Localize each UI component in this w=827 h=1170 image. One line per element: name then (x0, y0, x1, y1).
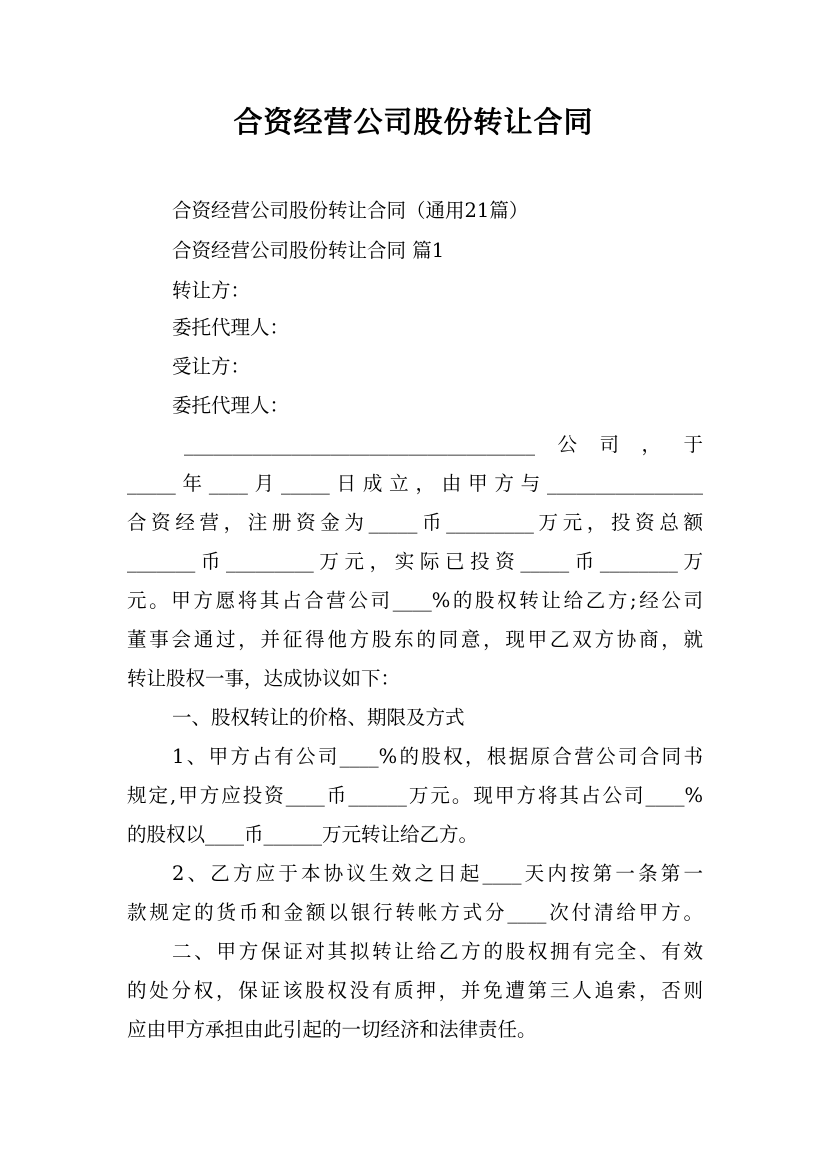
text-line: _____年____月_____日成立，由甲方与________________ (127, 472, 703, 495)
document-title: 合资经营公司股份转让合同 (233, 105, 594, 139)
text-line: 委托代理人： (172, 394, 290, 417)
text-line: 2、乙方应于本协议生效之日起____天内按第一条第一 (172, 862, 703, 885)
text-line: 合资经营，注册资金为_____币_________万元，投资总额 (127, 511, 703, 534)
text-line: 的股权以____币______万元转让给乙方。 (127, 823, 479, 846)
text-line: 的处分权，保证该股权没有质押，并免遭第三人追索，否则 (127, 979, 703, 1002)
text-line: 元。甲方愿将其占合营公司____%的股权转让给乙方;经公司 (127, 589, 703, 612)
text-line: 二、甲方保证对其拟转让给乙方的股权拥有完全、有效 (172, 940, 703, 963)
text-line: 董事会通过，并征得他方股东的同意，现甲乙双方协商，就 (127, 628, 703, 651)
text-line: 委托代理人： (172, 316, 290, 339)
text-line: 规定,甲方应投资____币______万元。现甲方将其占公司____% (127, 784, 703, 807)
text-line: 转让方： (172, 279, 251, 302)
text-line: 合资经营公司股份转让合同（通用21篇） (172, 199, 529, 222)
text-line: 受让方： (172, 355, 251, 378)
text-line: 款规定的货币和金额以银行转帐方式分____次付清给甲方。 (127, 901, 703, 924)
text-line: _______币_________万元，实际已投资_____币________万 (127, 550, 703, 573)
text-line: ____________________________________公司，于 (184, 433, 703, 456)
section-heading: 一、股权转让的价格、期限及方式 (172, 706, 465, 729)
text-line: 转让股权一事，达成协议如下： (127, 667, 401, 690)
text-line: 应由甲方承担由此引起的一切经济和法律责任。 (127, 1018, 537, 1041)
text-line: 1、甲方占有公司____%的股权，根据原合营公司合同书 (172, 745, 703, 768)
text-line: 合资经营公司股份转让合同 篇1 (172, 239, 445, 262)
